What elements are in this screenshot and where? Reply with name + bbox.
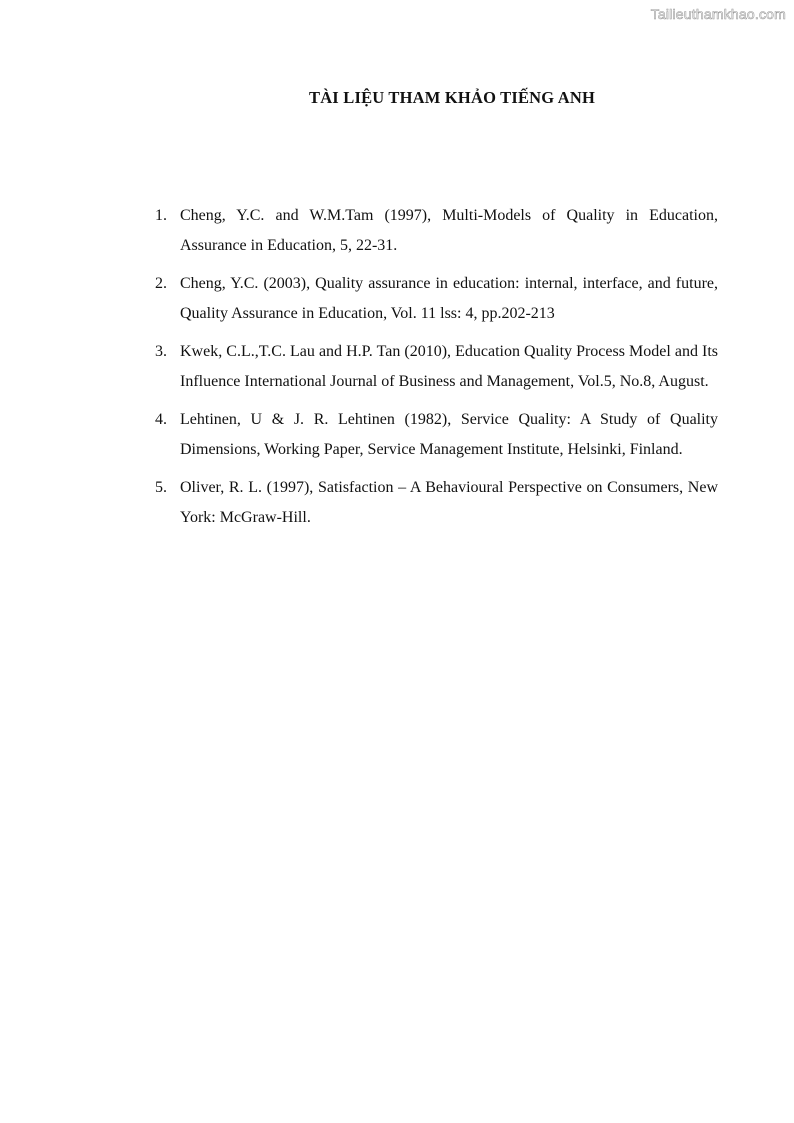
reference-text: Lehtinen, U & J. R. Lehtinen (1982), Service Quality: A Study of Quality Dimensions, Working Paper, Service Management Institute, Helsinki, Finland. bbox=[180, 411, 718, 458]
reference-number: 5. bbox=[155, 479, 167, 496]
page-title: TÀI LIỆU THAM KHẢO TIẾNG ANH bbox=[308, 88, 595, 107]
reference-text: Cheng, Y.C. (2003), Quality assurance in education: internal, interface, and future, Quality Assurance in Education, Vol. 11 lss: 4, pp.202-213 bbox=[180, 275, 718, 322]
reference-text: Oliver, R. L. (1997), Satisfaction – A Behavioural Perspective on Consumers, New York: McGraw-Hill. bbox=[180, 479, 718, 526]
reference-text: Cheng, Y.C. and W.M.Tam (1997), Multi-Models of Quality in Education, Assurance in Education, 5, 22-31. bbox=[180, 207, 718, 254]
watermark-text: Tailieuthamkhao.com bbox=[650, 6, 786, 22]
reference-item bbox=[155, 405, 718, 464]
reference-item bbox=[155, 201, 718, 260]
reference-number: 1. bbox=[155, 207, 167, 224]
reference-number: 3. bbox=[155, 343, 167, 360]
reference-item bbox=[155, 337, 718, 396]
reference-list bbox=[155, 201, 718, 541]
reference-item bbox=[155, 269, 718, 328]
reference-number: 2. bbox=[155, 275, 167, 292]
reference-text: Kwek, C.L.,T.C. Lau and H.P. Tan (2010), Education Quality Process Model and Its Influence International Journal of Business and Management, Vol.5, No.8, August. bbox=[180, 343, 718, 390]
reference-number: 4. bbox=[155, 411, 167, 428]
reference-item bbox=[155, 473, 718, 532]
